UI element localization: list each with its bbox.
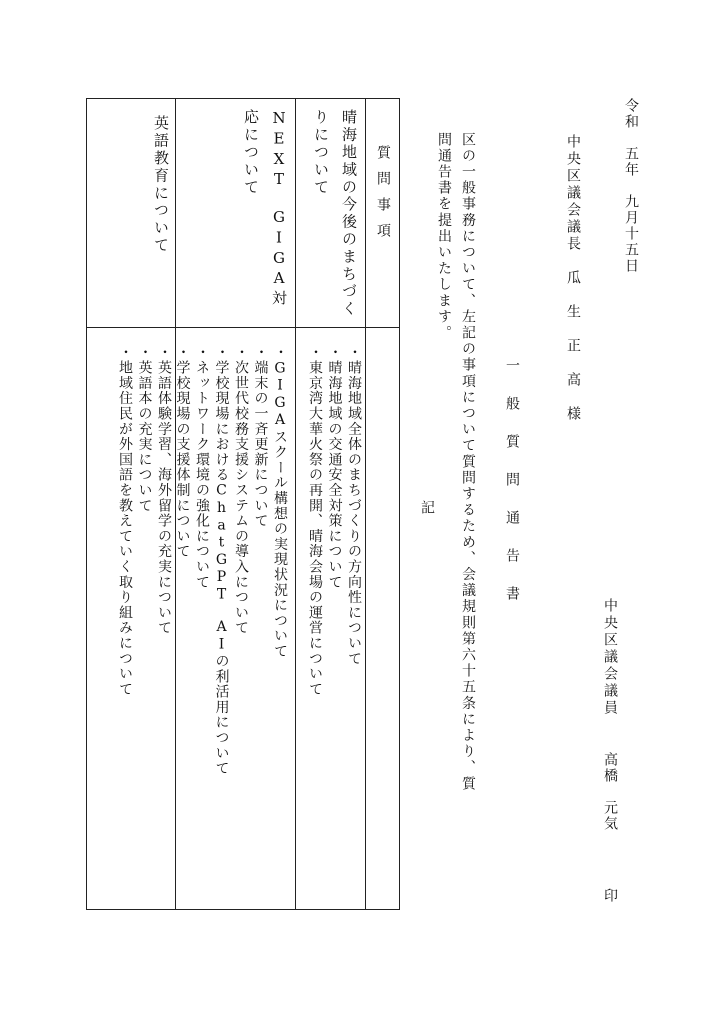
seal-mark: 印 [602,888,618,902]
topic-row-3: 英語教育について [152,115,170,255]
sender-name: 高橋 元気 [602,752,618,832]
detail-item: ・GIGAスクール構想の実現状況について [272,345,288,659]
detail-item: ・晴海地域全体のまちづくりの方向性について [346,345,362,667]
document-title: 一般質問通告書 [504,358,520,624]
details-row-1 [301,345,363,905]
header-divider [365,99,366,909]
document-date: 令和 五年 九月十五日 [623,98,639,274]
intro-paragraph: 区の一般事務について、左記の事項について質問するため、会議規則第六十五条により、質問通告書を提出いたします。 [436,132,476,793]
detail-item: ・地域住民が外国語を教えていく取り組みについて [117,345,133,697]
detail-item: ・晴海地域の交通安全対策について [326,345,343,590]
detail-item: ・ネットワーク環境の強化について [194,345,210,590]
detail-item: ・次世代校務支援システムの導入について [233,345,249,636]
table-header: 質問事項 [375,145,391,249]
detail-item: ・英語本の充実について [136,345,153,514]
addressee: 中央区議会議長 瓜 生 正 高 様 [565,134,581,423]
question-table [86,98,400,910]
detail-item: ・学校現場の支援体制について [174,345,191,560]
detail-item: ・英語体験学習、海外留学の充実について [156,345,172,636]
detail-item: ・東京湾大華火祭の再開、晴海会場の運営について [307,345,323,697]
detail-item: ・端末の一斉更新について [252,345,269,529]
details-row-2 [174,345,289,905]
topic-detail-divider [87,327,399,328]
topic-row-1: 晴海地域の今後のまちづくりについて [312,109,358,318]
detail-item: ・学校現場におけるChatGPT AIの利活用について [213,345,230,777]
sender-title: 中央区議会議員 [602,598,618,717]
row-divider-1 [295,99,296,909]
topic-row-2: NEXT GIGA対応について [242,109,288,307]
details-row-3 [115,345,173,905]
ki-mark: 記 [419,500,435,514]
